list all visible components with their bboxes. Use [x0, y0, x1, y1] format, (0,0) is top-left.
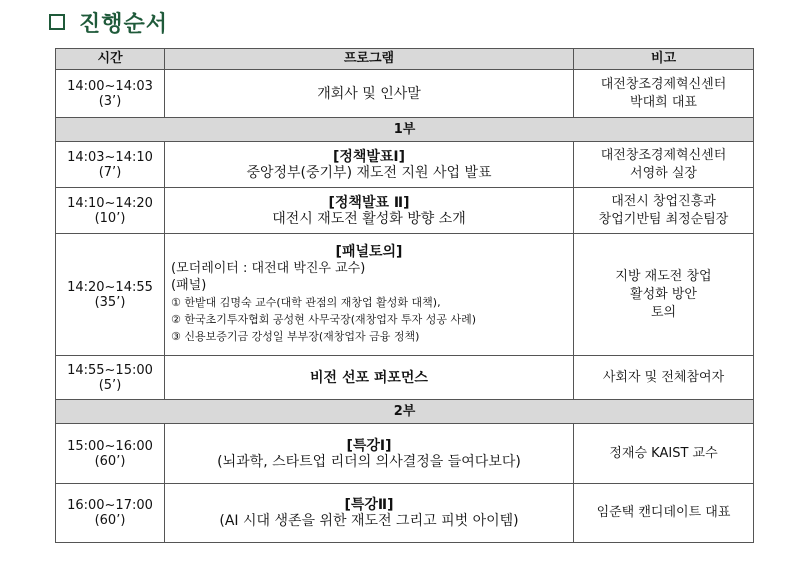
- time-cell: [56, 142, 165, 188]
- program-title: [특강Ⅱ]: [344, 497, 394, 513]
- section-label: 1부: [56, 118, 754, 142]
- page-title: 진행순서: [79, 11, 169, 37]
- note-line: 활성화 방안: [630, 286, 697, 302]
- header-note: 비고: [574, 49, 754, 70]
- program-cell: [165, 484, 574, 543]
- time-cell: [56, 484, 165, 543]
- note-line: 창업기반팀 최정순팀장: [598, 211, 729, 227]
- table-row: [56, 70, 754, 118]
- duration: (3’): [98, 93, 122, 109]
- note-cell: [574, 188, 754, 234]
- moderator-line: (모더레이터 : 대전대 박진우 교수): [171, 261, 366, 276]
- checkbox-icon: [49, 14, 65, 30]
- time-range: 16:00~17:00: [67, 498, 153, 513]
- program-title: [정책발표 Ⅱ]: [328, 194, 410, 211]
- time-cell: [56, 234, 165, 356]
- note-cell: [574, 424, 754, 484]
- program-cell: [165, 356, 574, 400]
- program-title: [패널토의]: [335, 244, 403, 260]
- note-line: 서영하 실장: [630, 165, 697, 181]
- panel-item: ② 한국초기투자협회 공성현 사무국장(재창업자 투자 성공 사례): [171, 313, 477, 326]
- table-row: [56, 484, 754, 543]
- time-range: 15:00~16:00: [67, 438, 153, 454]
- table-row: [56, 142, 754, 188]
- program-title: [특강Ⅰ]: [346, 437, 392, 454]
- table-row: [56, 188, 754, 234]
- program-body: (AI 시대 생존을 위한 재도전 그리고 피벗 아이템): [219, 513, 519, 529]
- note-cell: [574, 70, 754, 118]
- program-body: 대전시 재도전 활성화 방향 소개: [272, 210, 466, 227]
- note-cell: [574, 356, 754, 400]
- program-cell: [165, 70, 574, 118]
- note-cell: [574, 142, 754, 188]
- program-body: 개회사 및 인사말: [317, 85, 421, 102]
- time-range: 14:00~14:03: [67, 78, 153, 94]
- panel-item: ③ 신용보증기금 강성일 부부장(재창업자 금융 정책): [171, 330, 420, 343]
- time-cell: [56, 70, 165, 118]
- header-program: 프로그램: [165, 49, 574, 70]
- time-range: 14:55~15:00: [67, 362, 153, 378]
- header-time: 시간: [56, 49, 165, 70]
- duration: (60’): [94, 513, 126, 528]
- section-label: 2부: [56, 400, 754, 424]
- note-line: 정재승 KAIST 교수: [609, 445, 718, 461]
- duration: (10’): [94, 210, 126, 226]
- table-row: [56, 234, 754, 356]
- program-body: 중앙정부(중기부) 재도전 지원 사업 발표: [246, 164, 492, 181]
- duration: (7’): [98, 164, 122, 180]
- panel-label: (패널): [171, 278, 207, 293]
- note-cell: [574, 234, 754, 356]
- note-line: 대전창조경제혁신센터: [600, 76, 727, 92]
- section-row: [56, 400, 754, 424]
- note-line: 대전창조경제혁신센터: [600, 147, 727, 163]
- time-cell: [56, 188, 165, 234]
- duration: (35’): [94, 294, 126, 310]
- note-line: 토의: [650, 304, 677, 320]
- time-range: 14:03~14:10: [67, 149, 153, 165]
- duration: (5’): [98, 377, 122, 393]
- time-cell: [56, 356, 165, 400]
- schedule-table: [55, 48, 754, 543]
- note-line: 사회자 및 전체참여자: [602, 369, 725, 385]
- note-line: 지방 재도전 창업: [615, 268, 712, 284]
- note-line: 박대희 대표: [630, 94, 697, 110]
- program-cell: [165, 424, 574, 484]
- program-title: 비전 선포 퍼포먼스: [310, 369, 428, 386]
- panel-item: ① 한밭대 김명숙 교수(대학 관점의 재창업 활성화 대책),: [171, 296, 441, 309]
- table-row: [56, 356, 754, 400]
- time-range: 14:20~14:55: [67, 279, 153, 295]
- program-cell: [165, 234, 574, 356]
- section-row: [56, 118, 754, 142]
- note-cell: [574, 484, 754, 543]
- time-range: 14:10~14:20: [67, 195, 153, 211]
- program-title: [정책발표Ⅰ]: [332, 148, 406, 165]
- program-body: (뇌과학, 스타트업 리더의 의사결정을 들여다보다): [217, 453, 521, 470]
- program-cell: [165, 142, 574, 188]
- note-line: 임준택 캔디데이트 대표: [596, 505, 731, 520]
- time-cell: [56, 424, 165, 484]
- duration: (60’): [94, 453, 126, 469]
- program-cell: [165, 188, 574, 234]
- note-line: 대전시 창업진흥과: [611, 193, 716, 209]
- section-title: [49, 6, 168, 38]
- table-row: [56, 424, 754, 484]
- header-row: [56, 49, 754, 70]
